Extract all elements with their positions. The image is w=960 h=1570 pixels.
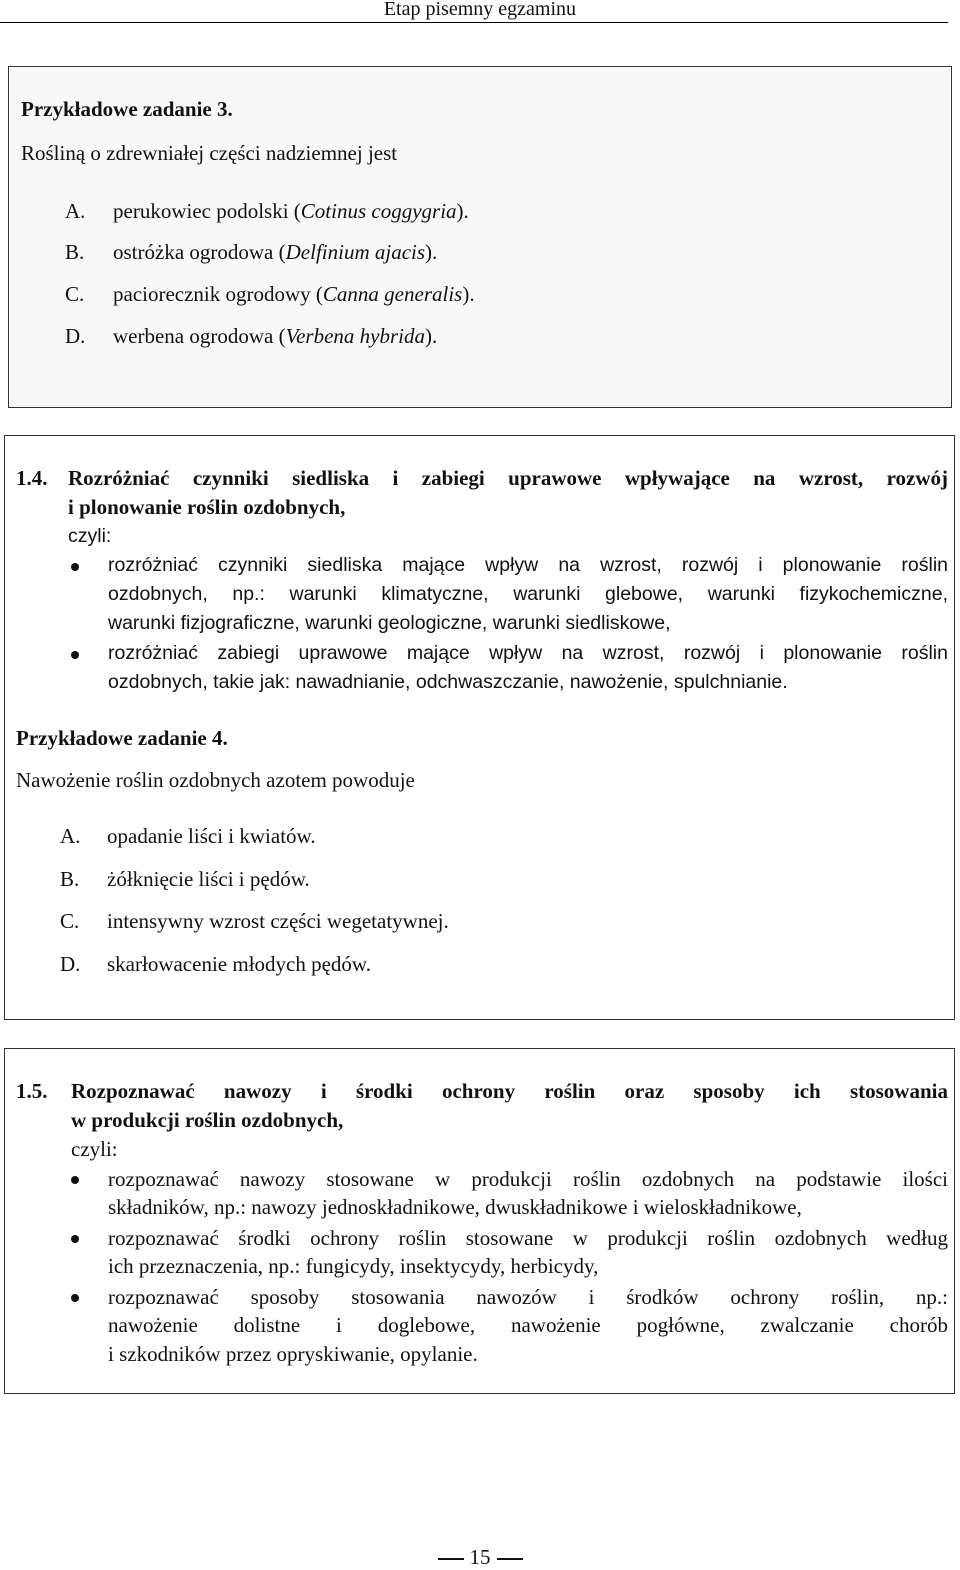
option-letter: D. — [65, 324, 86, 348]
section15-box — [4, 1048, 955, 1394]
option-text: intensywny wzrost części wegetatywnej. — [107, 909, 449, 933]
task4-title: Przykładowe zadanie 4. — [16, 726, 228, 750]
option-text: ostróżka ogrodowa (Delfinium ajacis). — [113, 240, 438, 264]
section14-heading-line1: Rozróżniać czynniki siedliska i zabiegi uprawowe wpływające na wzrost, rozwój — [68, 466, 948, 490]
section14-heading-line2: i plonowanie roślin ozdobnych, — [68, 495, 346, 519]
s14-b1-line2: ozdobnych, np.: warunki klimatyczne, warunki glebowe, warunki fizykochemiczne, — [108, 583, 948, 605]
bullet-icon — [71, 1294, 79, 1302]
option-letter: C. — [65, 282, 85, 306]
option-letter: B. — [65, 240, 85, 264]
page-number: 15 — [469, 1545, 491, 1569]
bullet-icon — [71, 1235, 79, 1243]
task3-question: Rośliną o zdrewniałej części nadziemnej jest — [21, 141, 398, 165]
s15-b3-line2: nawożenie dolistne i doglebowe, nawożenie pogłówne, zwalczanie chorób — [108, 1313, 948, 1337]
s14-b1-line1: rozróżniać czynniki siedliska mające wpływ na wzrost, rozwój i plonowanie roślin — [108, 554, 948, 576]
s15-b3-line1: rozpoznawać sposoby stosowania nawozów i środków ochrony roślin, np.: — [108, 1285, 948, 1309]
option-letter: C. — [60, 909, 80, 933]
bullet-icon — [71, 651, 79, 659]
section15-heading-line2: w produkcji roślin ozdobnych, — [71, 1108, 344, 1132]
s15-b1-line2: składników, np.: nawozy jednoskładnikowe, dwuskładnikowe i wieloskładnikowe, — [108, 1195, 802, 1219]
task3-box — [8, 66, 952, 408]
option-text: paciorecznik ogrodowy (Canna generalis). — [113, 282, 475, 306]
s15-b3-line3: i szkodników przez opryskiwanie, opylanie. — [108, 1342, 478, 1366]
header-title: Etap pisemny egzaminu — [383, 0, 576, 20]
section14-box — [4, 435, 955, 1020]
section15-number: 1.5. — [16, 1079, 48, 1103]
section14-czyli: czyli: — [68, 525, 112, 547]
s15-b1-line1: rozpoznawać nawozy stosowane w produkcji roślin ozdobnych na podstawie ilości — [108, 1167, 948, 1191]
task4-question: Nawożenie roślin ozdobnych azotem powoduje — [16, 768, 415, 792]
dash-right — [497, 1558, 523, 1560]
s14-b2-line2: ozdobnych, takie jak: nawadnianie, odchwaszczanie, nawożenie, spulchnianie. — [108, 671, 788, 693]
option-text: perukowiec podolski (Cotinus coggygria). — [113, 199, 469, 223]
dash-left — [438, 1558, 464, 1560]
section15-heading-line1: Rozpoznawać nawozy i środki ochrony roślin oraz sposoby ich stosowania — [71, 1079, 948, 1103]
option-letter: A. — [65, 199, 86, 223]
option-letter: D. — [60, 952, 81, 976]
s15-b2-line1: rozpoznawać środki ochrony roślin stosowane w produkcji roślin ozdobnych według — [108, 1226, 948, 1250]
option-text: opadanie liści i kwiatów. — [107, 824, 316, 848]
option-text: żółknięcie liści i pędów. — [107, 867, 310, 891]
option-letter: A. — [60, 824, 81, 848]
option-letter: B. — [60, 867, 80, 891]
section15-czyli: czyli: — [71, 1137, 118, 1161]
bullet-icon — [71, 1176, 79, 1184]
option-text: skarłowacenie młodych pędów. — [107, 952, 371, 976]
bullet-icon — [71, 563, 79, 571]
task3-title: Przykładowe zadanie 3. — [21, 97, 233, 121]
s14-b1-line3: warunki fizjograficzne, warunki geologiczne, warunki siedliskowe, — [108, 612, 671, 634]
section14-number: 1.4. — [16, 466, 48, 490]
page-footer — [0, 1545, 960, 1570]
option-text: werbena ogrodowa (Verbena hybrida). — [113, 324, 438, 348]
s14-b2-line1: rozróżniać zabiegi uprawowe mające wpływ na wzrost, rozwój i plonowanie roślin — [108, 642, 948, 664]
s15-b2-line2: ich przeznaczenia, np.: fungicydy, insektycydy, herbicydy, — [108, 1254, 599, 1278]
page-header — [0, 0, 948, 23]
